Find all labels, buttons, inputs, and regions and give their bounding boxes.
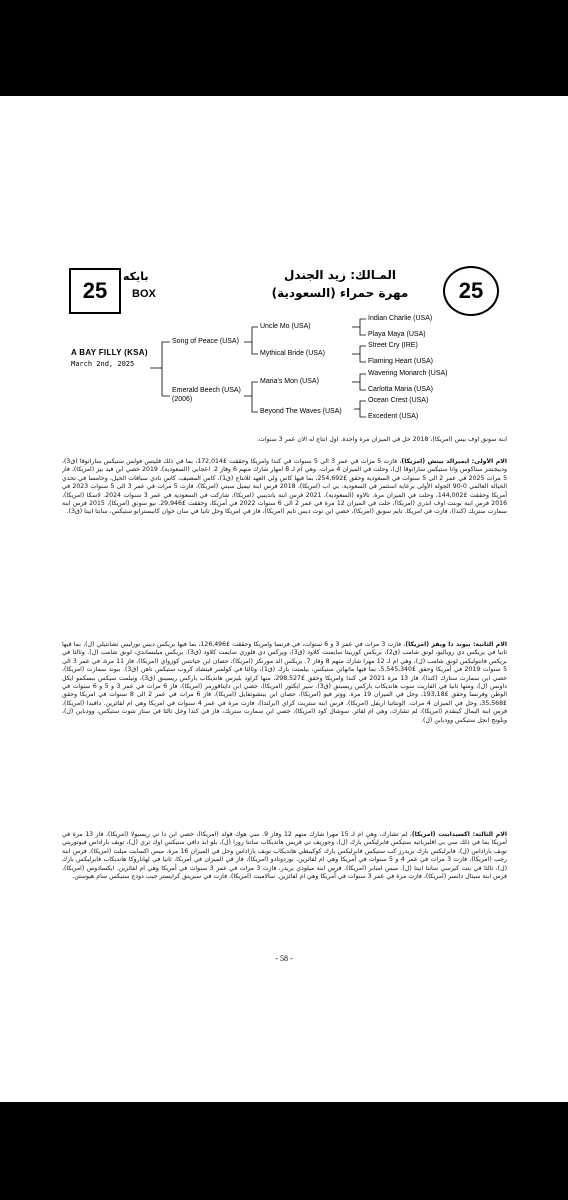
second-dam-section	[62, 641, 507, 826]
third-dam-heading: الام الثالثة: اكسيدابنت (امريكا)	[411, 831, 507, 838]
lot-number-box: 25	[69, 268, 121, 314]
pedigree-dam: Emerald Beech (USA)	[172, 387, 241, 394]
pedigree-ggs: Excedent (USA)	[368, 413, 419, 420]
catalogue-page	[0, 96, 568, 1102]
first-dam-text: ، فازت 5 مرات في عمر 3 الى 5 سنوات في كندا وامريكا وحققت £172,014، بما في ذلك فليتس فولس ستيكس ساراتوقا (ق3)، ودبيجنتنز ستاكوس وانا ستيكس ساراتوقا (ل)، وحلت في الميزان 4 مرات. وهي ام لـ 8 امهار شارك منهم 6 وفاز 2. اعجابي (السعودية)، 2019 خصي ابن فيد بيز (امريكا)، فاز 5 مرات 2025 في عمر 2 الى 5 سنوات في السعودية وحقق £254,692، بما فيها كاس ولي العهد للانتاج (ق1)، كاس المصيف، كاس نادي سباقات الخيل، وخامسا في تحدي الخيالة العالمي 0-90 الجولة الأولى برعاية استثمر في السعودية. بي اب (امريكا)، 2018 فرس ابنة تيميل سيتي (امريكا)، فازت 5 مرات في عمر 3 الى 5 سنوات 2023 في أمريكا وحققت £144,002، وحلت في الميزان مرة. تالاوه (السعودية)، 2021 فرس ابنة باندينبي (امريكا)، شاركت في السعودية في عمر 3 سنوات 2024. لاسكا (امريكا)، 2016 فرس ابنة بوبنت اوف اندري (امريكا)، حلت في الميزان 12 مرة في عمر 2 الى 6 سنوات 2022 في أمريكا، وحققت £29,946. نيو سونق (امريكا)، 2015 فرس ابنة سمارت ستريك (كندا)، فازت في امريكا. تايم سونق (امريكا)، خصي ابن توت ديس تايم (امريكا)، فاز في امريكا وحل ثانيا في سان خوان كابيسترانو ستيكس، سانتا انيتا (ق3).	[62, 458, 507, 516]
pedigree-ggs: Carlotta Maria (USA)	[368, 386, 433, 393]
second-dam-text: ، فازت 3 مرات في عمر 3 و 6 سنوات، في فرنسا وامريكا وحققت £126,496، بما فيها بريكس ديس تورليس تشانتيلي (ل)، بما فيها ثانيا في بريكس دي روياليو، لونق شامب (ق2)، بريكس كوربيتا سايمنت كلاود (ق3)، ويركس دي فلوري سايمت كلاود (ق3). بريكس ميليساندي، لونق شامب (ل). وثالثا في بريكس فانتوليكس لونق شامب (ل)، وهي ام لـ 12 مهرا شارك منهم 8 وفاز 7. بريكس الد مورنكز (امريكا)، حصان ابن جيانتس كوزواي (امريكا)، فاز 11 مرة، في عمر 3 الى 5 سنوات 2019 في أمريكا وحقق £5,545,340، بما فيها مانهاتن ستيكس، بيلمنت بارك (ق1)، وثالثا في كولمبر فيتشاد كروب ستيكس ناهن (ق3). ببوند سمارت (امريكا)، خصي ابن سمارت ستارك (كندا)، فاز 13 مرة 2021 في كندا وامريكا وحقق £298,527، منها كراود بليزس هانديكاب باركس ريسينق (ق3)، ونيلمت سيكس ببسكمو ايكل داونس (ل)، ومنها ثانيا في الفاريت سوب هانديكاب باركس ريسينق (ق3). سير ايكتور (امريكا)، خصي ابن دايناقورمز (امريكا)، فاز 6 مرات في عمر 3 و 5 و 6 سنوات في الوطن وفرنسا وحقق £193,18، وحل في الميزان 19 مرة. ووتر فيو (امريكا)، حصان ابن بيتشوتفايل (امريكا)، فاز 6 مرات في عمر 2 الى 8 سنوات في امريكا وحقق £35,568، وحل في الميزان 4 مرات. الونتاتيا اريفل (امريكا)، فرس ابنة ستريت كراي (ايرلندا)، فازت مرة في عمر 4 سنوات في امريكا وهي ام لفائزين. دافيدا (امريكا)، فرس ابنة اليمال كينقدم (امريكا)، لم تشارك، وهي ام لفائز. سوشال كود (امريكا)، خصي ابن سمارت ستريك، فاز في كندا وحل ثالثا في ستار شوت ستيكس، وودباين (ل)، وبلونج انجل ستيكس وودباين (ل).	[62, 641, 507, 724]
pedigree-ggs: Ocean Crest (USA)	[368, 397, 429, 404]
pedigree-ggs: Flaming Heart (USA)	[368, 358, 433, 365]
horse-description: مهرة حمراء (السعودية)	[271, 286, 409, 300]
owner-name: المـالك: زيد الجندل	[284, 268, 396, 282]
page-number: - 58 -	[275, 954, 293, 963]
third-dam-text: ، لم تشارك، وهي ام لـ 15 مهرا شارك منهم 12 وفاز 9. سي هوك قولد (امريكا)، خصي ابن دا تي ريسبولا (امريكا)، فاز 13 مرة في أمريكا بما في ذلك سي بي اقليرباتيه ستيكس فابرليكس بارك (ل)، وجوريف تي فريس هانديكاب سانتا روزا (ل)، بلو ايد دافي ستيكس اوك تري (ل)، توبف باراداس فيوتوريتي توبف باراداس (ل)، فابرليكس بارك بريدرز كب ستيكس فابرليكس بارك كوكيبطي هانديكاب توبف باراداس وحل في الميزان 16 مرة. ميس اكسابت ميلت (امريكا)، فرس ابنة رجب (امريكا)، فازت 3 مرات في عمر 4 و 5 سنوات في أمريكا وهي ام لفائزين. بوردونادو (امريكا)، فاز في الميزان في أمريكا، ثانيا في لهاناروكا هانديكاب فابرليكس بارك (ل)، ثالثا في بنت كيرسي سانتا انيتا (ل). ميس امبابر (امريكا)، فرس ابنة ميلودي بريدر، فازت 3 مرات في عمر 3 سنوات في أمريكا وهي ام لفائزين. ايكسادوس (امريكا)، فرس ابنة سيتال دانسر (امريكا)، فازت مرة في عمر 3 سنوات في أمريكا وهي ام لفائزين. سالاميت (امريكا)، فازت في سبرينق كرايستر جيب دودج ستيكس سام هيوستن.	[62, 831, 507, 881]
pedigree-dam-year: (2006)	[172, 396, 193, 403]
box-label-english: BOX	[132, 288, 156, 300]
filly-birth-date: March 2nd, 2025	[71, 360, 135, 368]
pedigree-ggs: Street Cry (IRE)	[368, 342, 418, 349]
pedigree-sire-sire: Uncle Mo (USA)	[260, 323, 311, 330]
first-dam-section	[62, 458, 507, 636]
pedigree-ggs: Wavering Monarch (USA)	[368, 370, 448, 377]
pedigree-sire-dam: Mythical Bride (USA)	[260, 350, 325, 357]
pedigree-sire: Song of Peace (USA)	[172, 338, 239, 345]
pedigree-ggs: Playa Maya (USA)	[368, 331, 426, 338]
third-dam-section	[62, 831, 507, 943]
pedigree-dam-sire: Maria's Mon (USA)	[260, 378, 319, 385]
pedigree-dam-dam: Beyond The Waves (USA)	[260, 408, 342, 415]
filly-title: A BAY FILLY (KSA)	[71, 348, 148, 357]
pedigree-ggs: Indian Charlie (USA)	[368, 315, 433, 322]
box-label-arabic: بايكه	[123, 270, 149, 283]
intro-paragraph: ابنة سونق اوف بيس (امريكا)، 2018 حل في الميزان مرة واحدة. اول انتاج له الان عمر 3 سنوات.	[256, 436, 507, 443]
first-dam-heading: الام الأولى: ايميرالد بيتش (امريكا)	[401, 458, 507, 465]
second-dam-heading: الام الثانية: بيوند ذا ويفز (امريكا)	[405, 641, 507, 648]
lot-number-circle: 25	[443, 266, 499, 316]
